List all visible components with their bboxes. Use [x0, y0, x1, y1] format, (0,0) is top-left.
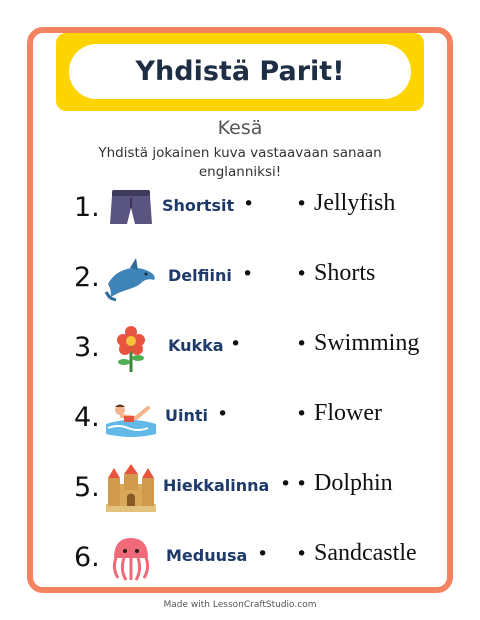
english-word: Sandcastle [314, 540, 417, 566]
match-row [0, 320, 480, 380]
left-match-dot[interactable]: • [230, 333, 242, 355]
left-match-dot[interactable]: • [242, 263, 254, 285]
right-match-dot[interactable]: • [296, 333, 308, 355]
finnish-word: Kukka [168, 336, 224, 355]
match-row [0, 530, 480, 590]
english-word: Jellyfish [314, 190, 396, 216]
left-match-dot[interactable]: • [280, 473, 292, 495]
finnish-word: Hiekkalinna [163, 476, 270, 495]
page-title: Yhdistä Parit! [69, 44, 411, 99]
match-row [0, 180, 480, 240]
finnish-word: Meduusa [166, 546, 248, 565]
flower-icon [104, 324, 158, 372]
finnish-word: Delfiini [168, 266, 232, 285]
english-word: Swimming [314, 330, 420, 356]
sandcastle-icon [104, 464, 158, 512]
shorts-icon [104, 184, 158, 232]
swimmer-icon [104, 394, 158, 442]
left-match-dot[interactable]: • [243, 193, 255, 215]
finnish-word: Shortsit [162, 196, 235, 215]
finnish-word: Uinti [165, 406, 208, 425]
english-word: Shorts [314, 260, 376, 286]
left-match-dot[interactable]: • [257, 543, 269, 565]
right-match-dot[interactable]: • [296, 473, 308, 495]
match-row [0, 390, 480, 450]
right-match-dot[interactable]: • [296, 193, 308, 215]
english-word: Flower [314, 400, 382, 426]
item-number: 1. [74, 192, 100, 223]
match-row [0, 460, 480, 520]
instructions-text: Yhdistä jokainen kuva vastaavaan sanaan englanniksi! [98, 145, 382, 180]
right-match-dot[interactable]: • [296, 543, 308, 565]
dolphin-icon [104, 254, 158, 302]
item-number: 3. [74, 332, 100, 363]
left-match-dot[interactable]: • [217, 403, 229, 425]
item-number: 4. [74, 402, 100, 433]
item-number: 5. [74, 472, 100, 503]
jellyfish-icon [104, 534, 158, 582]
match-row [0, 250, 480, 310]
footer-credit: Made with LessonCraftStudio.com [163, 600, 317, 610]
right-match-dot[interactable]: • [296, 403, 308, 425]
english-word: Dolphin [314, 470, 393, 496]
right-match-dot[interactable]: • [296, 263, 308, 285]
worksheet-subtitle: Kesä [217, 117, 263, 139]
item-number: 6. [74, 542, 100, 573]
item-number: 2. [74, 262, 100, 293]
